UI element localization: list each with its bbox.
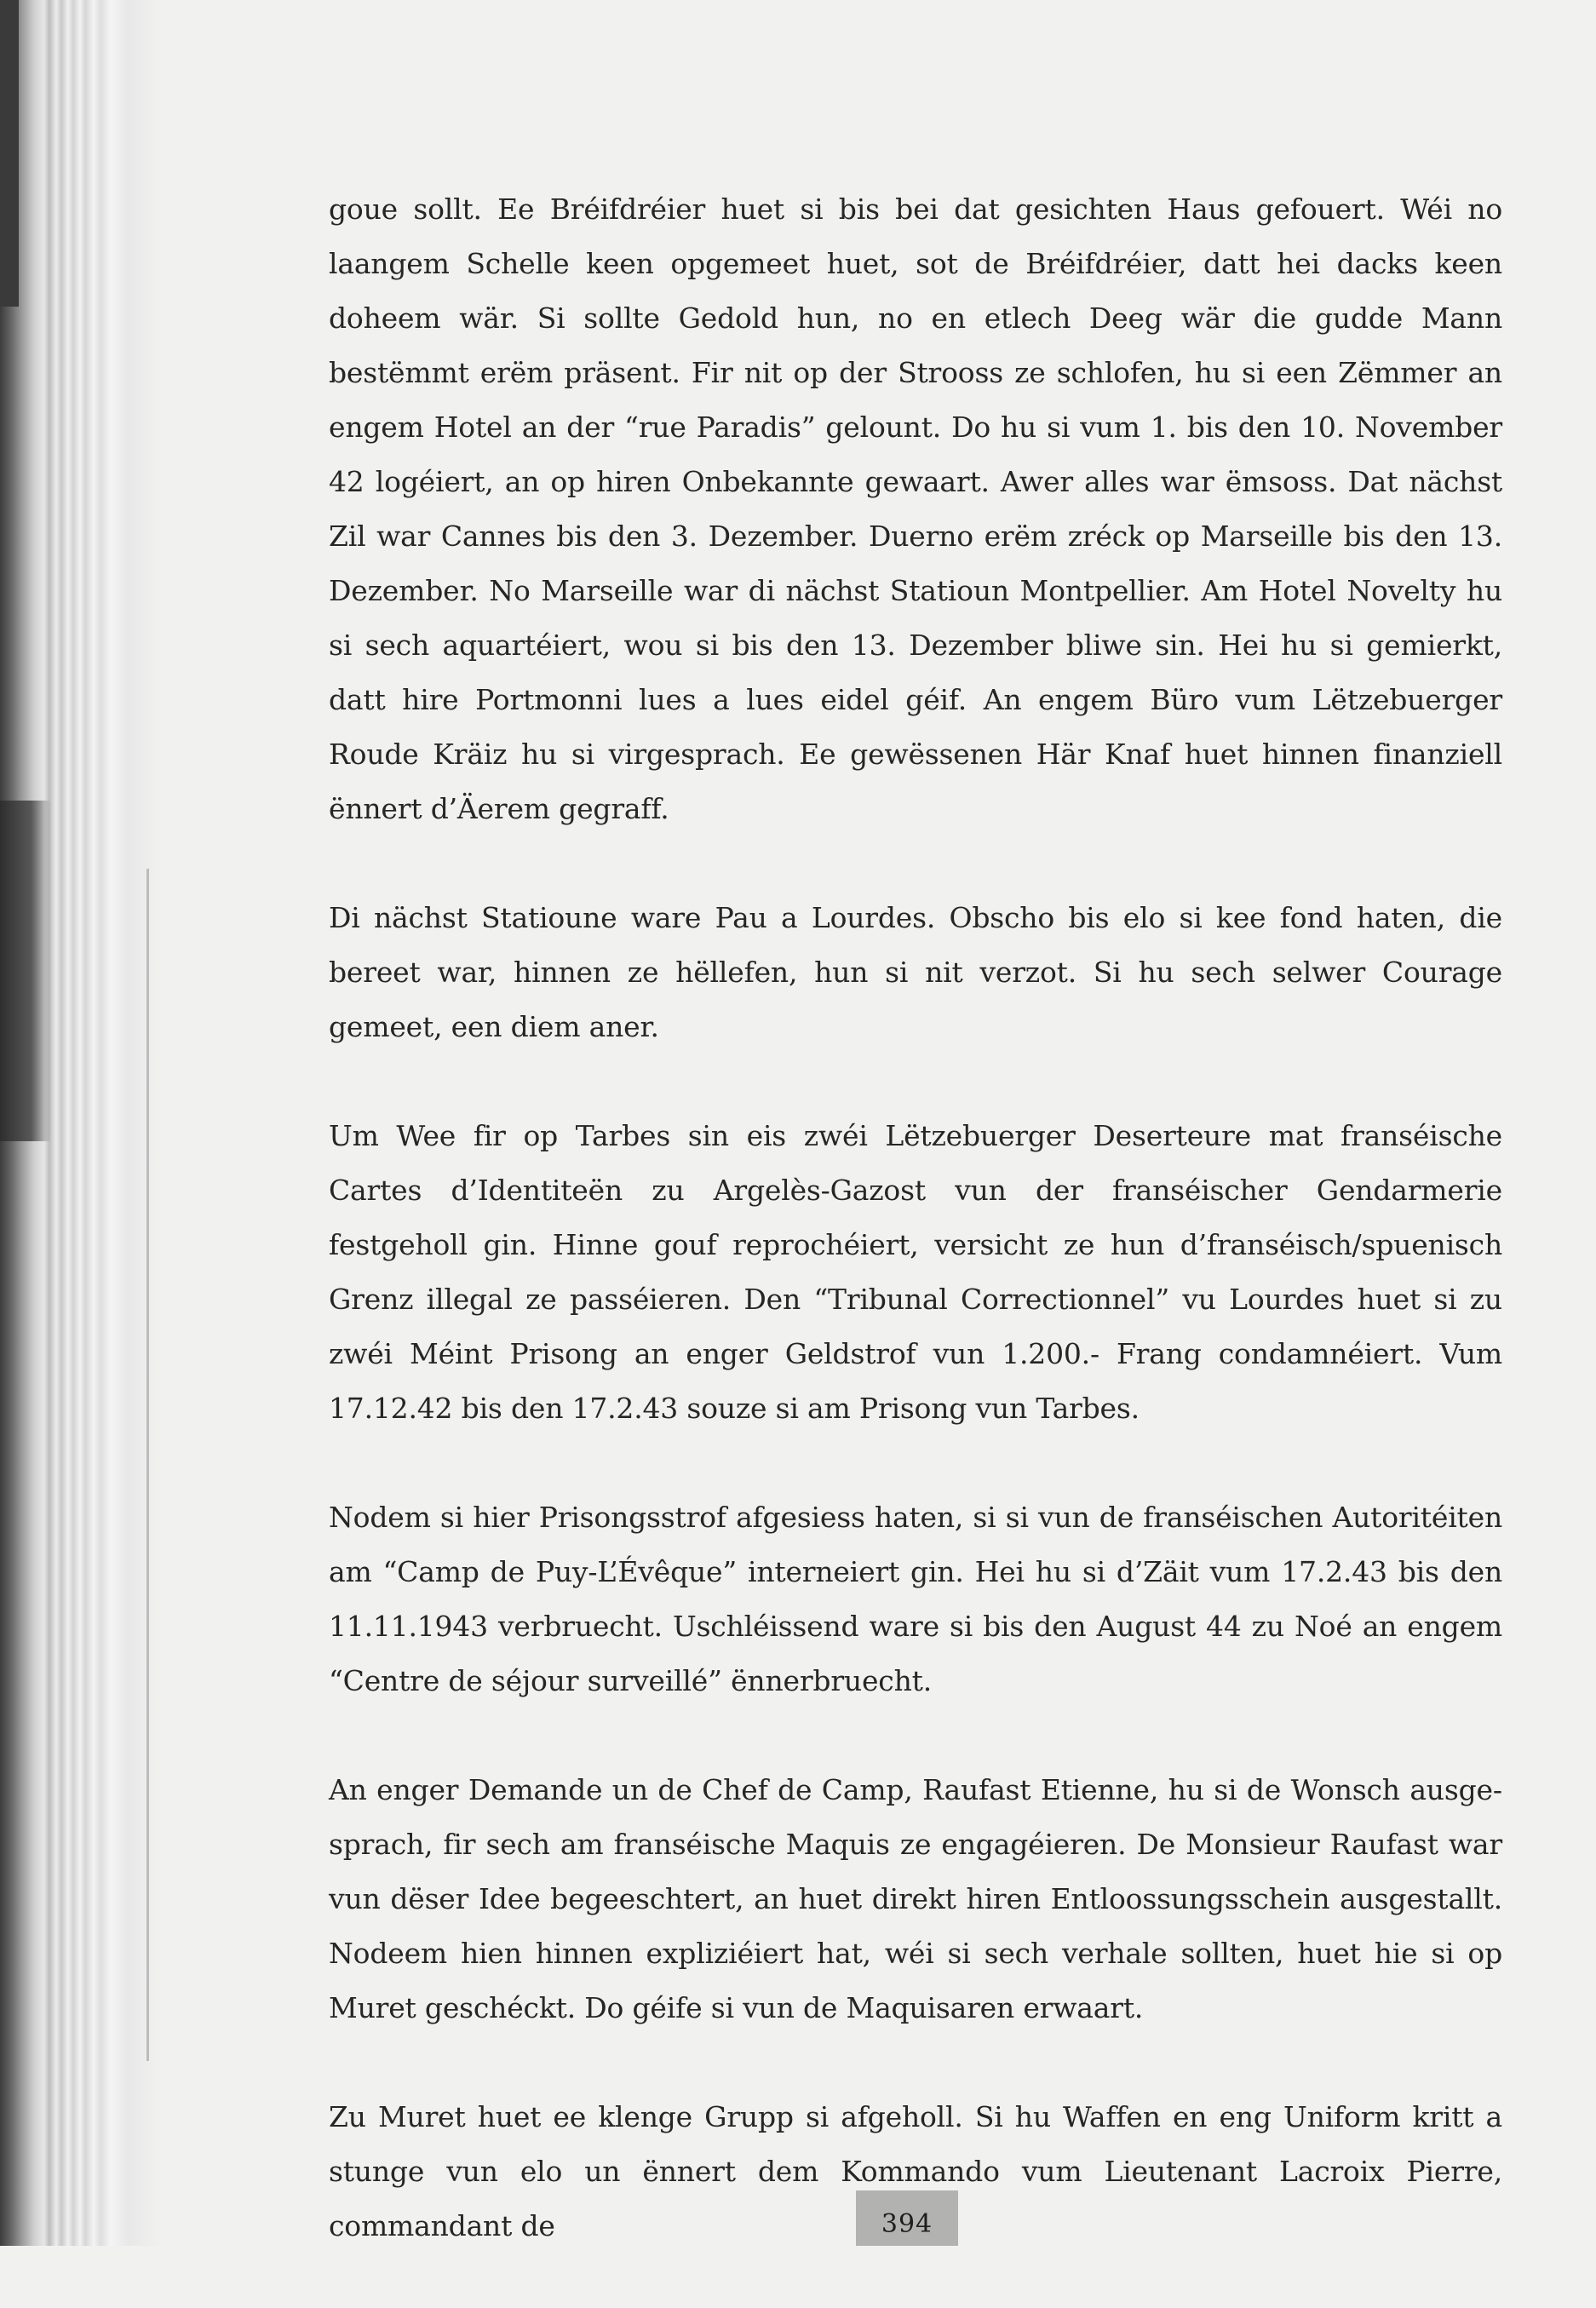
- paragraph-4: Nodem si hier Prisongsstrof afgesiess haten, si si vun de franséischen Autoritéiten am “Camp de Puy-L’Évêque” interneiert gin. Hei hu si d’Zäit vum 17.2.43 bis den 11.11.1943 verbruecht. Uschléissend ware si bis den August 44 zu Noé an engem “Centre de séjour surveillé” ënnerbruecht.: [329, 1501, 1502, 1697]
- paragraph-2: Di nächst Statioune ware Pau a Lourdes. Obscho bis elo si kee fond haten, die bereet war, hinnen ze hëllefen, hun si nit verzot. Si hu sech selwer Courage gemeet, een diem aner.: [329, 901, 1502, 1043]
- paragraph-1: goue sollt. Ee Bréifdréier huet si bis bei dat gesichten Haus gefouert. Wéi no laangem Schelle keen opgemeet huet, sot de Bréifdréier, datt hei dacks keen doheem wär. Si sollte Gedold hun, no en etlech Deeg wär die gudde Mann bestëmmt erëm präsent. Fir nit op der Strooss ze schlofen, hu si een Zëmmer an engem Hotel an der “rue Paradis” gelount. Do hu si vum 1. bis den 10. November 42 logéiert, an op hiren Onbekannte gewaart. Awer alles war ëmsoss. Dat nächst Zil war Cannes bis den 3. Dezember. Duerno erëm zréck op Marseille bis den 13. Dezember. No Marseille war di nächst Statioun Montpellier. Am Hotel Novelty hu si sech aquartéiert, wou si bis den 13. Dezember bliwe sin. Hei hu si gemierkt, datt hire Portmonni lues a lues eidel géif. An engem Büro vum Lëtzebuerger Roude Kräiz hu si virgesprach. Ee gewëssenen Här Knaf huet hinnen finanziell ënnert d’Äerem gegraff.: [329, 192, 1502, 825]
- page-number: 394: [881, 2209, 933, 2239]
- binding-shadow-middle: [0, 801, 51, 1141]
- page-body-text: [329, 182, 1502, 2308]
- paragraph-5: An enger Demande un de Chef de Camp, Raufast Etienne, hu si de Wonsch ausgesprach, fir sech am franséische Maquis ze engagéieren. De Monsieur Raufast war vun dëser Idee begeeschtert, an huet direkt hiren Entloossungsschein ausgestallt. Nodeem hien hinnen expliziéiert hat, wéi si sech verhale sollten, huet hie si op Muret geschéckt. Do géife si vun de Maquisaren erwaart.: [329, 1773, 1502, 2024]
- binding-shadow-top: [0, 0, 19, 307]
- paragraph-3: Um Wee fir op Tarbes sin eis zwéi Lëtzebuerger Deserteure mat franséische Cartes d’Identiteën zu Argelès-Gazost vun der franséischer Gendarmerie festgeholl gin. Hinne gouf reprochéiert, versicht ze hun d’franséisch/spuenisch Grenz illegal ze passéieren. Den “Tribunal Correctionnel” vu Lourdes huet si zu zwéi Méint Prisong an enger Geldstrof vun 1.200.- Frang condamnéiert. Vum 17.12.42 bis den 17.2.43 souze si am Prisong vun Tarbes.: [329, 1119, 1502, 1425]
- paragraph-6: Zu Muret huet ee klenge Grupp si afgeholl. Si hu Waffen en eng Uniform kritt a stunge vun elo un ënnert dem Kommando vum Lieutenant Lacroix Pierre, commandant de: [329, 2100, 1502, 2242]
- page-edge-line: [146, 869, 149, 2061]
